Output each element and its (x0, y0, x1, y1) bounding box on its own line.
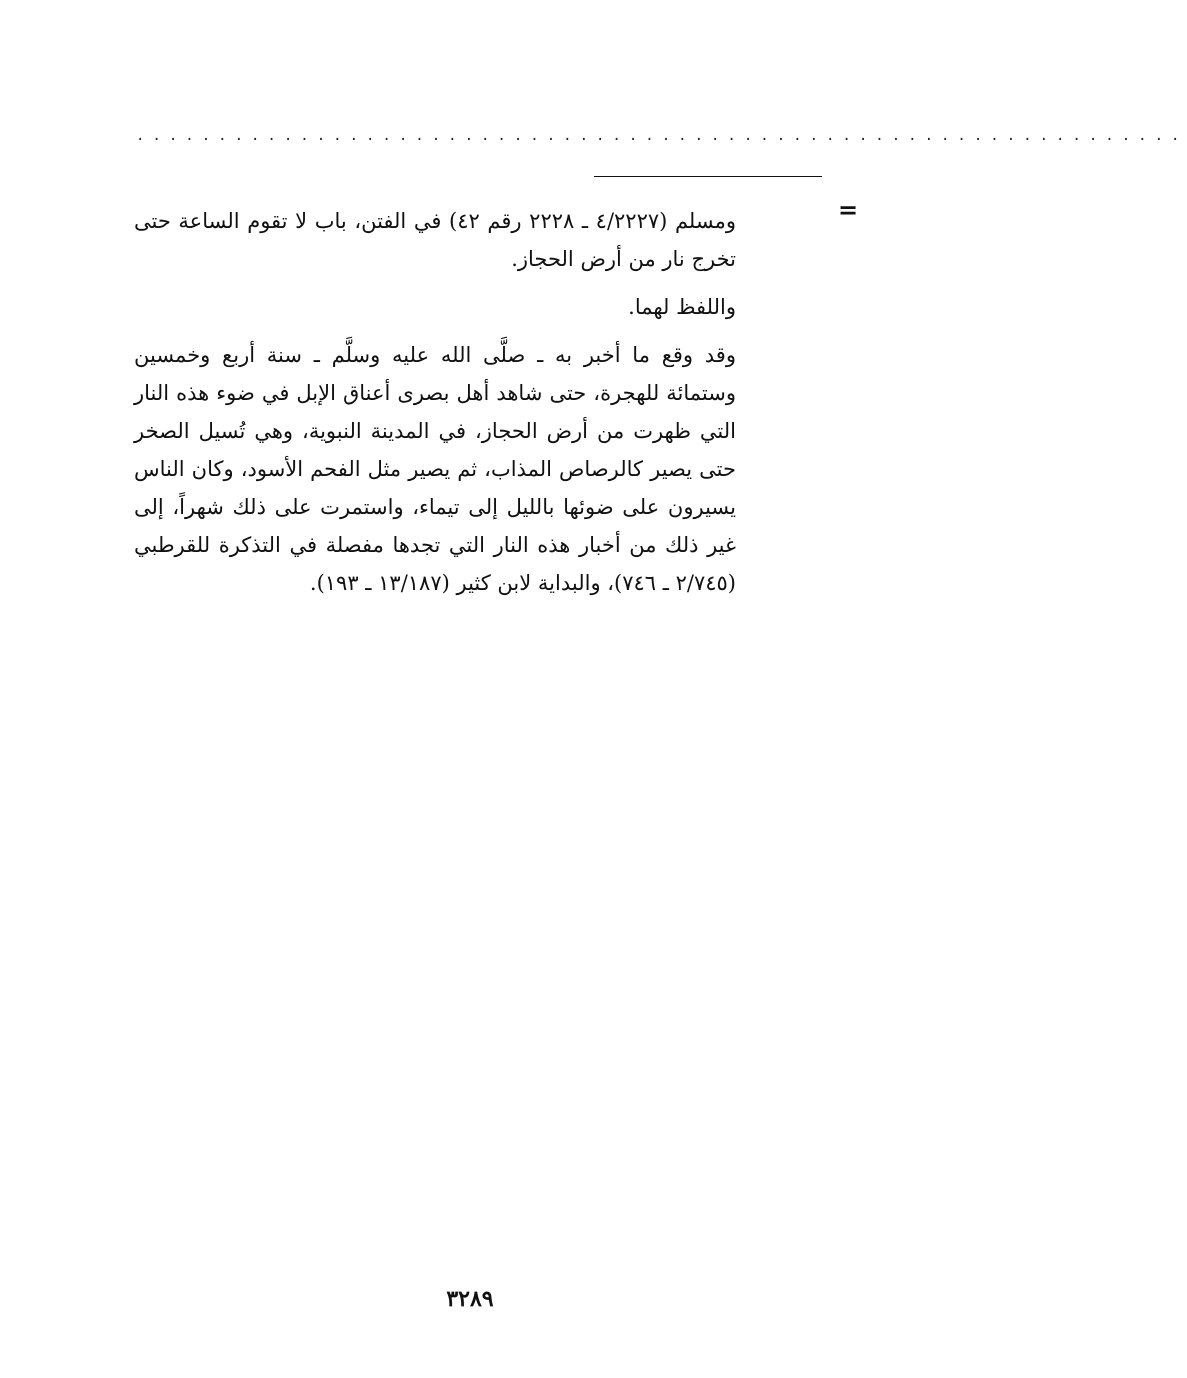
footnote-paragraph: ومسلم (٤/٢٢٢٧ ـ ٢٢٢٨ رقم ٤٢) في الفتن، باب لا تقوم الساعة حتى تخرج نار من أرض الحجاز. (134, 209, 737, 271)
page-number: ٣٢٨٩ (446, 1286, 494, 1312)
footnote-paragraph: واللفظ لهما. (628, 295, 736, 319)
footnote-paragraph: وقد وقع ما أخبر به ـ صلَّى الله عليه وسلَّم ـ سنة أربع وخمسين وستمائة للهجرة، حتى شاهد أهل بصرى أعناق الإبل في ضوء هذه النار التي ظهرت من أرض الحجاز، في المدينة النبوية، وهي تُسيل الصخر حتى يصير كالرصاص المذاب، ثم يصير مثل الفحم الأسود، وكان الناس يسيرون على ضوئها بالليل إلى تيماء، واستمرت على ذلك شهراً، إلى غير ذلك من أخبار هذه النار التي تجدها مفصلة في التذكرة للقرطبي (٢/٧٤٥ ـ ٧٤٦)، والبداية لابن كثير (١٣/١٨٧ ـ ١٩٣). (134, 343, 736, 595)
dot-leader: ................................................................ (136, 128, 1187, 144)
footnote-block (134, 202, 736, 612)
footnote-separator (594, 176, 822, 177)
continuation-mark: = (838, 196, 859, 224)
